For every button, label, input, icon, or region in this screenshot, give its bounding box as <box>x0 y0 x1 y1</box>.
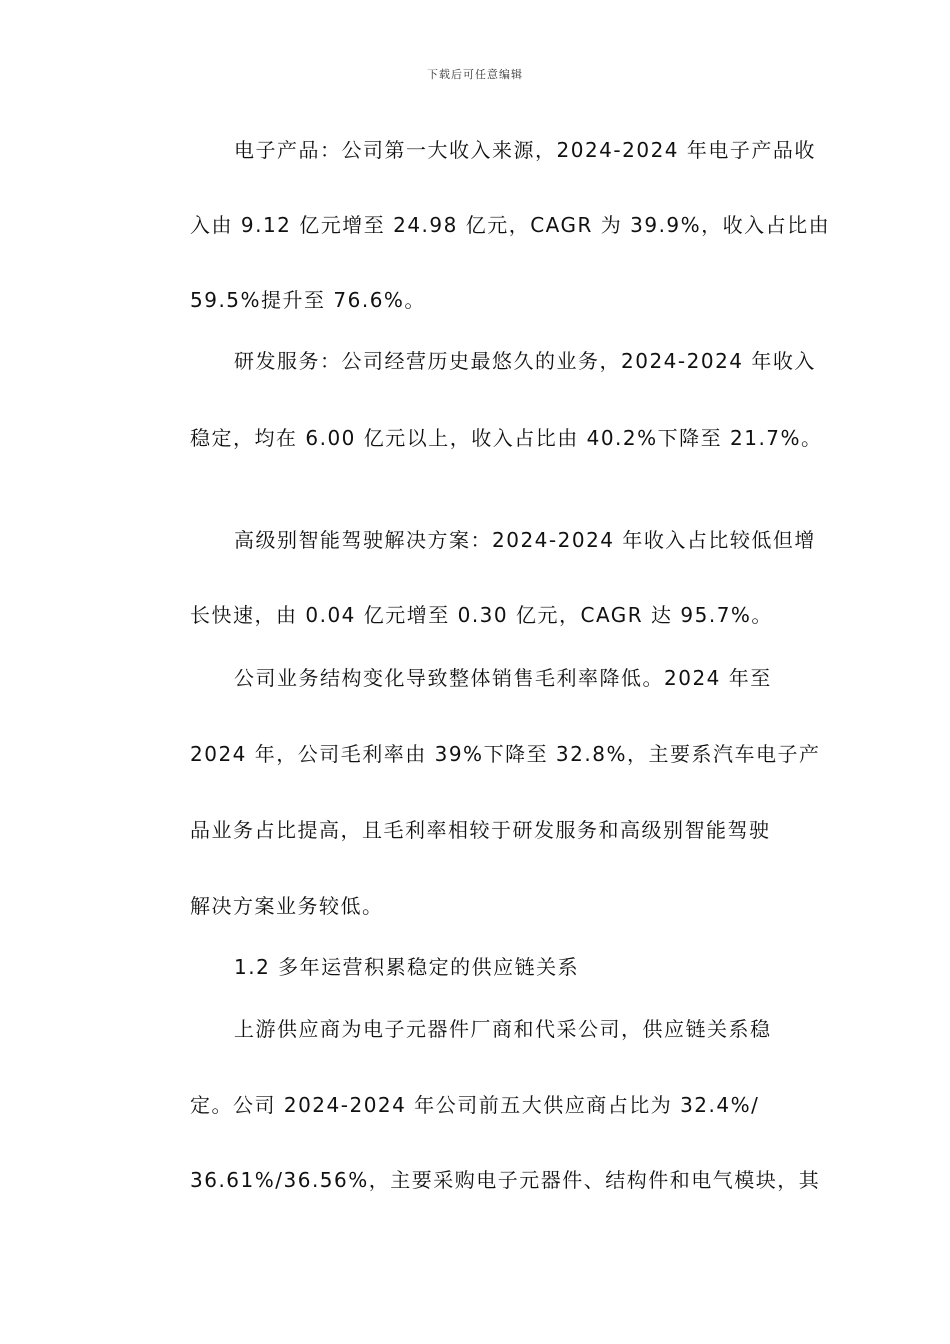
paragraph-line: 长快速，由 0.04 亿元增至 0.30 亿元，CAGR 达 95.7%。 <box>190 603 773 627</box>
paragraph-line: 品业务占比提高，且毛利率相较于研发服务和高级别智能驾驶 <box>190 818 771 842</box>
paragraph-line: 解决方案业务较低。 <box>190 894 384 918</box>
paragraph-line: 稳定，均在 6.00 亿元以上，收入占比由 40.2%下降至 21.7%。 <box>190 426 823 450</box>
paragraph-line: 高级别智能驾驶解决方案：2024-2024 年收入占比较低但增 <box>234 528 816 552</box>
paragraph-line: 公司业务结构变化导致整体销售毛利率降低。2024 年至 <box>234 666 772 690</box>
paragraph-line: 2024 年，公司毛利率由 39%下降至 32.8%，主要系汽车电子产 <box>190 742 821 766</box>
paragraph-line: 定。公司 2024-2024 年公司前五大供应商占比为 32.4%/ <box>190 1093 760 1117</box>
paragraph-line: 36.61%/36.56%，主要采购电子元器件、结构件和电气模块，其 <box>190 1168 821 1192</box>
paragraph-line: 上游供应商为电子元器件厂商和代采公司，供应链关系稳 <box>234 1017 772 1041</box>
section-heading: 1.2 多年运营积累稳定的供应链关系 <box>234 955 580 979</box>
paragraph-line: 59.5%提升至 76.6%。 <box>190 288 426 312</box>
paragraph-line: 入由 9.12 亿元增至 24.98 亿元，CAGR 为 39.9%，收入占比由 <box>190 213 831 237</box>
paragraph-line: 研发服务：公司经营历史最悠久的业务，2024-2024 年收入 <box>234 349 816 373</box>
page-header: 下载后可任意编辑 <box>427 68 523 81</box>
paragraph-line: 电子产品：公司第一大收入来源，2024-2024 年电子产品收 <box>234 138 816 162</box>
